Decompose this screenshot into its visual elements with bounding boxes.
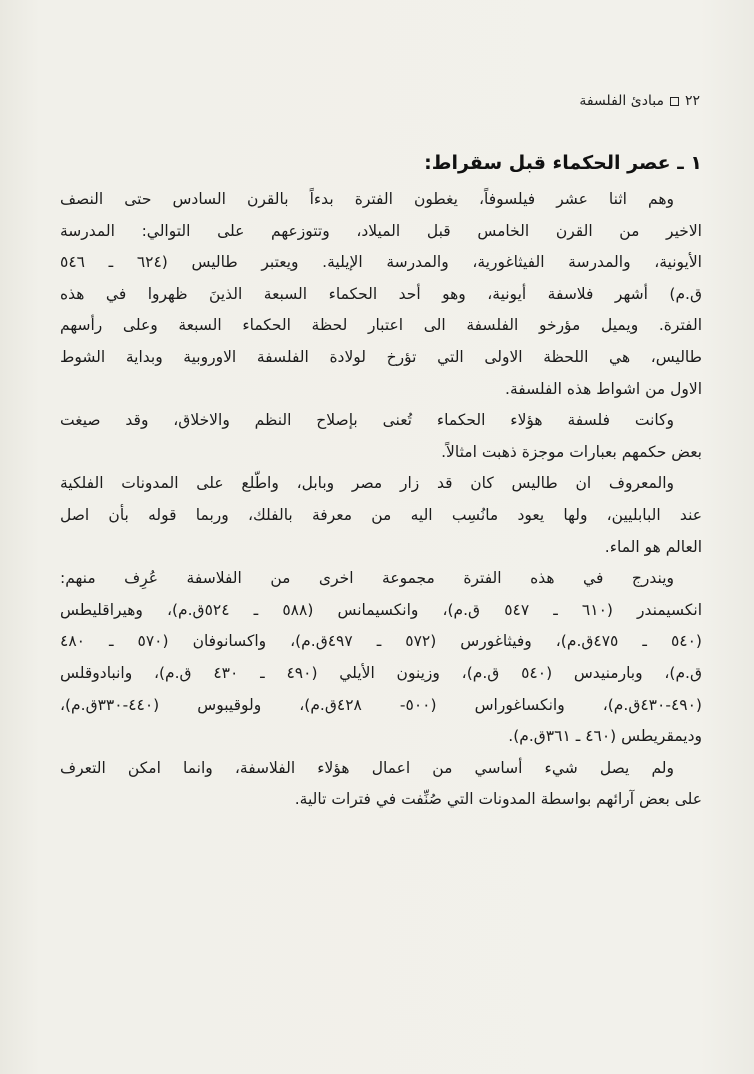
text-line: طاليس، هي اللحظة الاولى التي تؤرخ لولادة الفلسفة الاوروبية وبداية الشوط [60, 347, 702, 366]
text-line: الاخير من القرن الخامس قبل الميلاد، وتتوزعهم على التوالي: المدرسة [60, 221, 702, 240]
text-line: عند البابليين، ولها يعود مانُسِب اليه من معرفة بالفلك، وربما قوله بأن اصل [60, 505, 702, 524]
page-number: ٢٢ [684, 93, 700, 109]
text-line: وهم اثنا عشر فيلسوفاً، يغطون الفترة بدءاً بالقرن السادس حتى النصف [60, 190, 674, 208]
paragraph-1 [60, 184, 702, 405]
text-line: وكانت فلسفة هؤلاء الحكماء تُعنى بإصلاح النظم والاخلاق، وقد صيغت [60, 411, 674, 430]
text-line: ولم يصل شيء أساسي من اعمال هؤلاء الفلاسفة، وانما امكن التعرف [60, 758, 674, 777]
paragraph-5 [60, 753, 702, 816]
paragraph-4 [60, 563, 702, 753]
text-line: وديمقريطس (٤٦٠ ـ ٣٦١ق.م). [508, 727, 702, 746]
text-line: (٤٩٠-٤٣٠ق.م)، وانكساغوراس (٥٠٠- ٤٢٨ق.م)، ولوقيبوس (٤٤٠-٣٣٠ق.م)، [60, 695, 702, 714]
square-ornament-icon [670, 97, 679, 106]
page-body [60, 148, 702, 816]
book-title: مبادئ الفلسفة [579, 93, 664, 109]
running-head [579, 93, 700, 109]
text-line: على بعض آرائهم بواسطة المدونات التي صُنِّفت في فترات تالية. [294, 790, 702, 809]
text-line: بعض حكمهم بعبارات موجزة ذهبت امثالاً. [441, 442, 702, 461]
text-line: انكسيمندر (٦١٠ ـ ٥٤٧ ق.م)، وانكسيمانس (٥٨٨ ـ ٥٢٤ق.م)، وهيراقليطس [60, 600, 702, 619]
section-heading: ١ ـ عصر الحكماء قبل سقراط: [424, 152, 702, 174]
text-line: الاول من اشواط هذه الفلسفة. [505, 379, 702, 398]
text-line: ق.م)، وبارمنيدس (٥٤٠ ق.م)، وزينون الأيلي (٤٩٠ ـ ٤٣٠ ق.م)، وانبادوقلس [60, 663, 702, 682]
text-line: ويندرج في هذه الفترة مجموعة اخرى من الفلاسفة عُرِف منهم: [60, 569, 674, 588]
text-line: (٥٤٠ ـ ٤٧٥ق.م)، وفيثاغورس (٥٧٢ ـ ٤٩٧ق.م)، واكسانوفان (٥٧٠ ـ ٤٨٠ [60, 632, 702, 651]
text-line: الفترة. ويميل مؤرخو الفلسفة الى اعتبار لحظة الحكماء السبعة وعلى رأسهم [60, 316, 702, 335]
text-line: ق.م) أشهر فلاسفة أيونية، وهو أحد الحكماء السبعة الذينَ ظهروا في هذه [60, 284, 702, 303]
text-line: الأيونية، والمدرسة الفيثاغورية، والمدرسة الإيلية. ويعتبر طاليس (٦٢٤ ـ ٥٤٦ [60, 253, 702, 272]
paragraph-2 [60, 405, 702, 468]
text-line: والمعروف ان طاليس كان قد زار مصر وبابل، واطّلع على المدونات الفلكية [60, 474, 674, 493]
text-line: العالم هو الماء. [604, 537, 702, 556]
paragraph-3 [60, 468, 702, 563]
